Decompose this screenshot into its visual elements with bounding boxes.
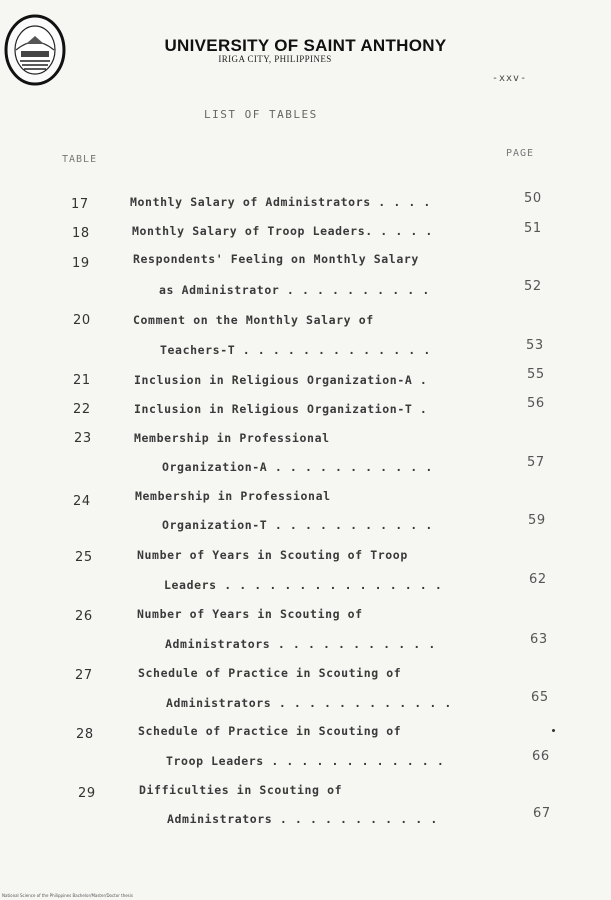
column-header-page: PAGE bbox=[506, 148, 535, 159]
table-page: 59 bbox=[528, 513, 546, 528]
ink-speck bbox=[552, 729, 555, 732]
table-caption: Schedule of Practice in Scouting of bbox=[138, 724, 402, 738]
table-page: 52 bbox=[524, 279, 542, 294]
table-page: 51 bbox=[524, 221, 542, 236]
table-page: 55 bbox=[527, 367, 545, 382]
table-number: 17 bbox=[71, 197, 89, 212]
scan-footer: National Science of the Philippines Bachelor/Master/Doctor thesis bbox=[2, 893, 133, 898]
university-city: IRIGA CITY, PHILIPPINES bbox=[218, 54, 332, 64]
table-page: 62 bbox=[529, 572, 547, 587]
university-name: UNIVERSITY OF SAINT ANTHONY bbox=[164, 36, 447, 55]
table-page: 57 bbox=[527, 455, 545, 470]
table-caption-continued: Administrators . . . . . . . . . . . bbox=[165, 637, 436, 651]
table-page: 50 bbox=[524, 191, 542, 206]
table-caption: Monthly Salary of Troop Leaders. . . . . bbox=[132, 224, 433, 238]
table-caption: Schedule of Practice in Scouting of bbox=[138, 666, 402, 680]
table-caption-continued: Organization-T . . . . . . . . . . . bbox=[162, 518, 433, 532]
table-page: 67 bbox=[533, 806, 551, 821]
column-header-table: TABLE bbox=[62, 154, 98, 165]
table-caption: Difficulties in Scouting of bbox=[139, 783, 343, 797]
table-number: 18 bbox=[72, 226, 90, 241]
table-caption-continued: Leaders . . . . . . . . . . . . . . . bbox=[164, 578, 443, 592]
table-caption-continued: Administrators . . . . . . . . . . . . bbox=[166, 696, 452, 710]
table-caption-continued: Troop Leaders . . . . . . . . . . . . bbox=[166, 754, 445, 768]
table-number: 24 bbox=[73, 494, 91, 509]
table-number: 23 bbox=[74, 431, 92, 446]
table-page: 56 bbox=[527, 396, 545, 411]
table-caption: Membership in Professional bbox=[135, 489, 331, 503]
table-number: 29 bbox=[78, 786, 96, 801]
table-caption: Comment on the Monthly Salary of bbox=[133, 313, 374, 327]
table-number: 25 bbox=[75, 550, 93, 565]
table-caption-continued: Teachers-T . . . . . . . . . . . . . bbox=[160, 343, 431, 357]
table-page: 66 bbox=[532, 749, 550, 764]
table-caption: Number of Years in Scouting of bbox=[137, 607, 363, 621]
table-caption-continued: Administrators . . . . . . . . . . . bbox=[167, 812, 438, 826]
table-caption: Membership in Professional bbox=[134, 431, 330, 445]
table-number: 27 bbox=[75, 668, 93, 683]
table-caption: Respondents' Feeling on Monthly Salary bbox=[133, 252, 419, 266]
table-caption-continued: Organization-A . . . . . . . . . . . bbox=[162, 460, 433, 474]
table-number: 21 bbox=[73, 373, 91, 388]
table-number: 28 bbox=[76, 727, 94, 742]
table-caption: Monthly Salary of Administrators . . . . bbox=[130, 195, 431, 209]
page-title: LIST OF TABLES bbox=[204, 108, 318, 121]
table-number: 26 bbox=[75, 609, 93, 624]
table-page: 65 bbox=[531, 690, 549, 705]
table-caption: Inclusion in Religious Organization-A . bbox=[134, 373, 428, 387]
table-number: 22 bbox=[73, 402, 91, 417]
table-caption-continued: as Administrator . . . . . . . . . . bbox=[159, 283, 430, 297]
table-caption: Number of Years in Scouting of Troop bbox=[137, 548, 408, 562]
page-number: -xxv- bbox=[492, 73, 528, 84]
table-caption: Inclusion in Religious Organization-T . bbox=[134, 402, 428, 416]
table-number: 19 bbox=[72, 256, 90, 271]
table-page: 63 bbox=[530, 632, 548, 647]
table-number: 20 bbox=[73, 313, 91, 328]
table-page: 53 bbox=[526, 338, 544, 353]
